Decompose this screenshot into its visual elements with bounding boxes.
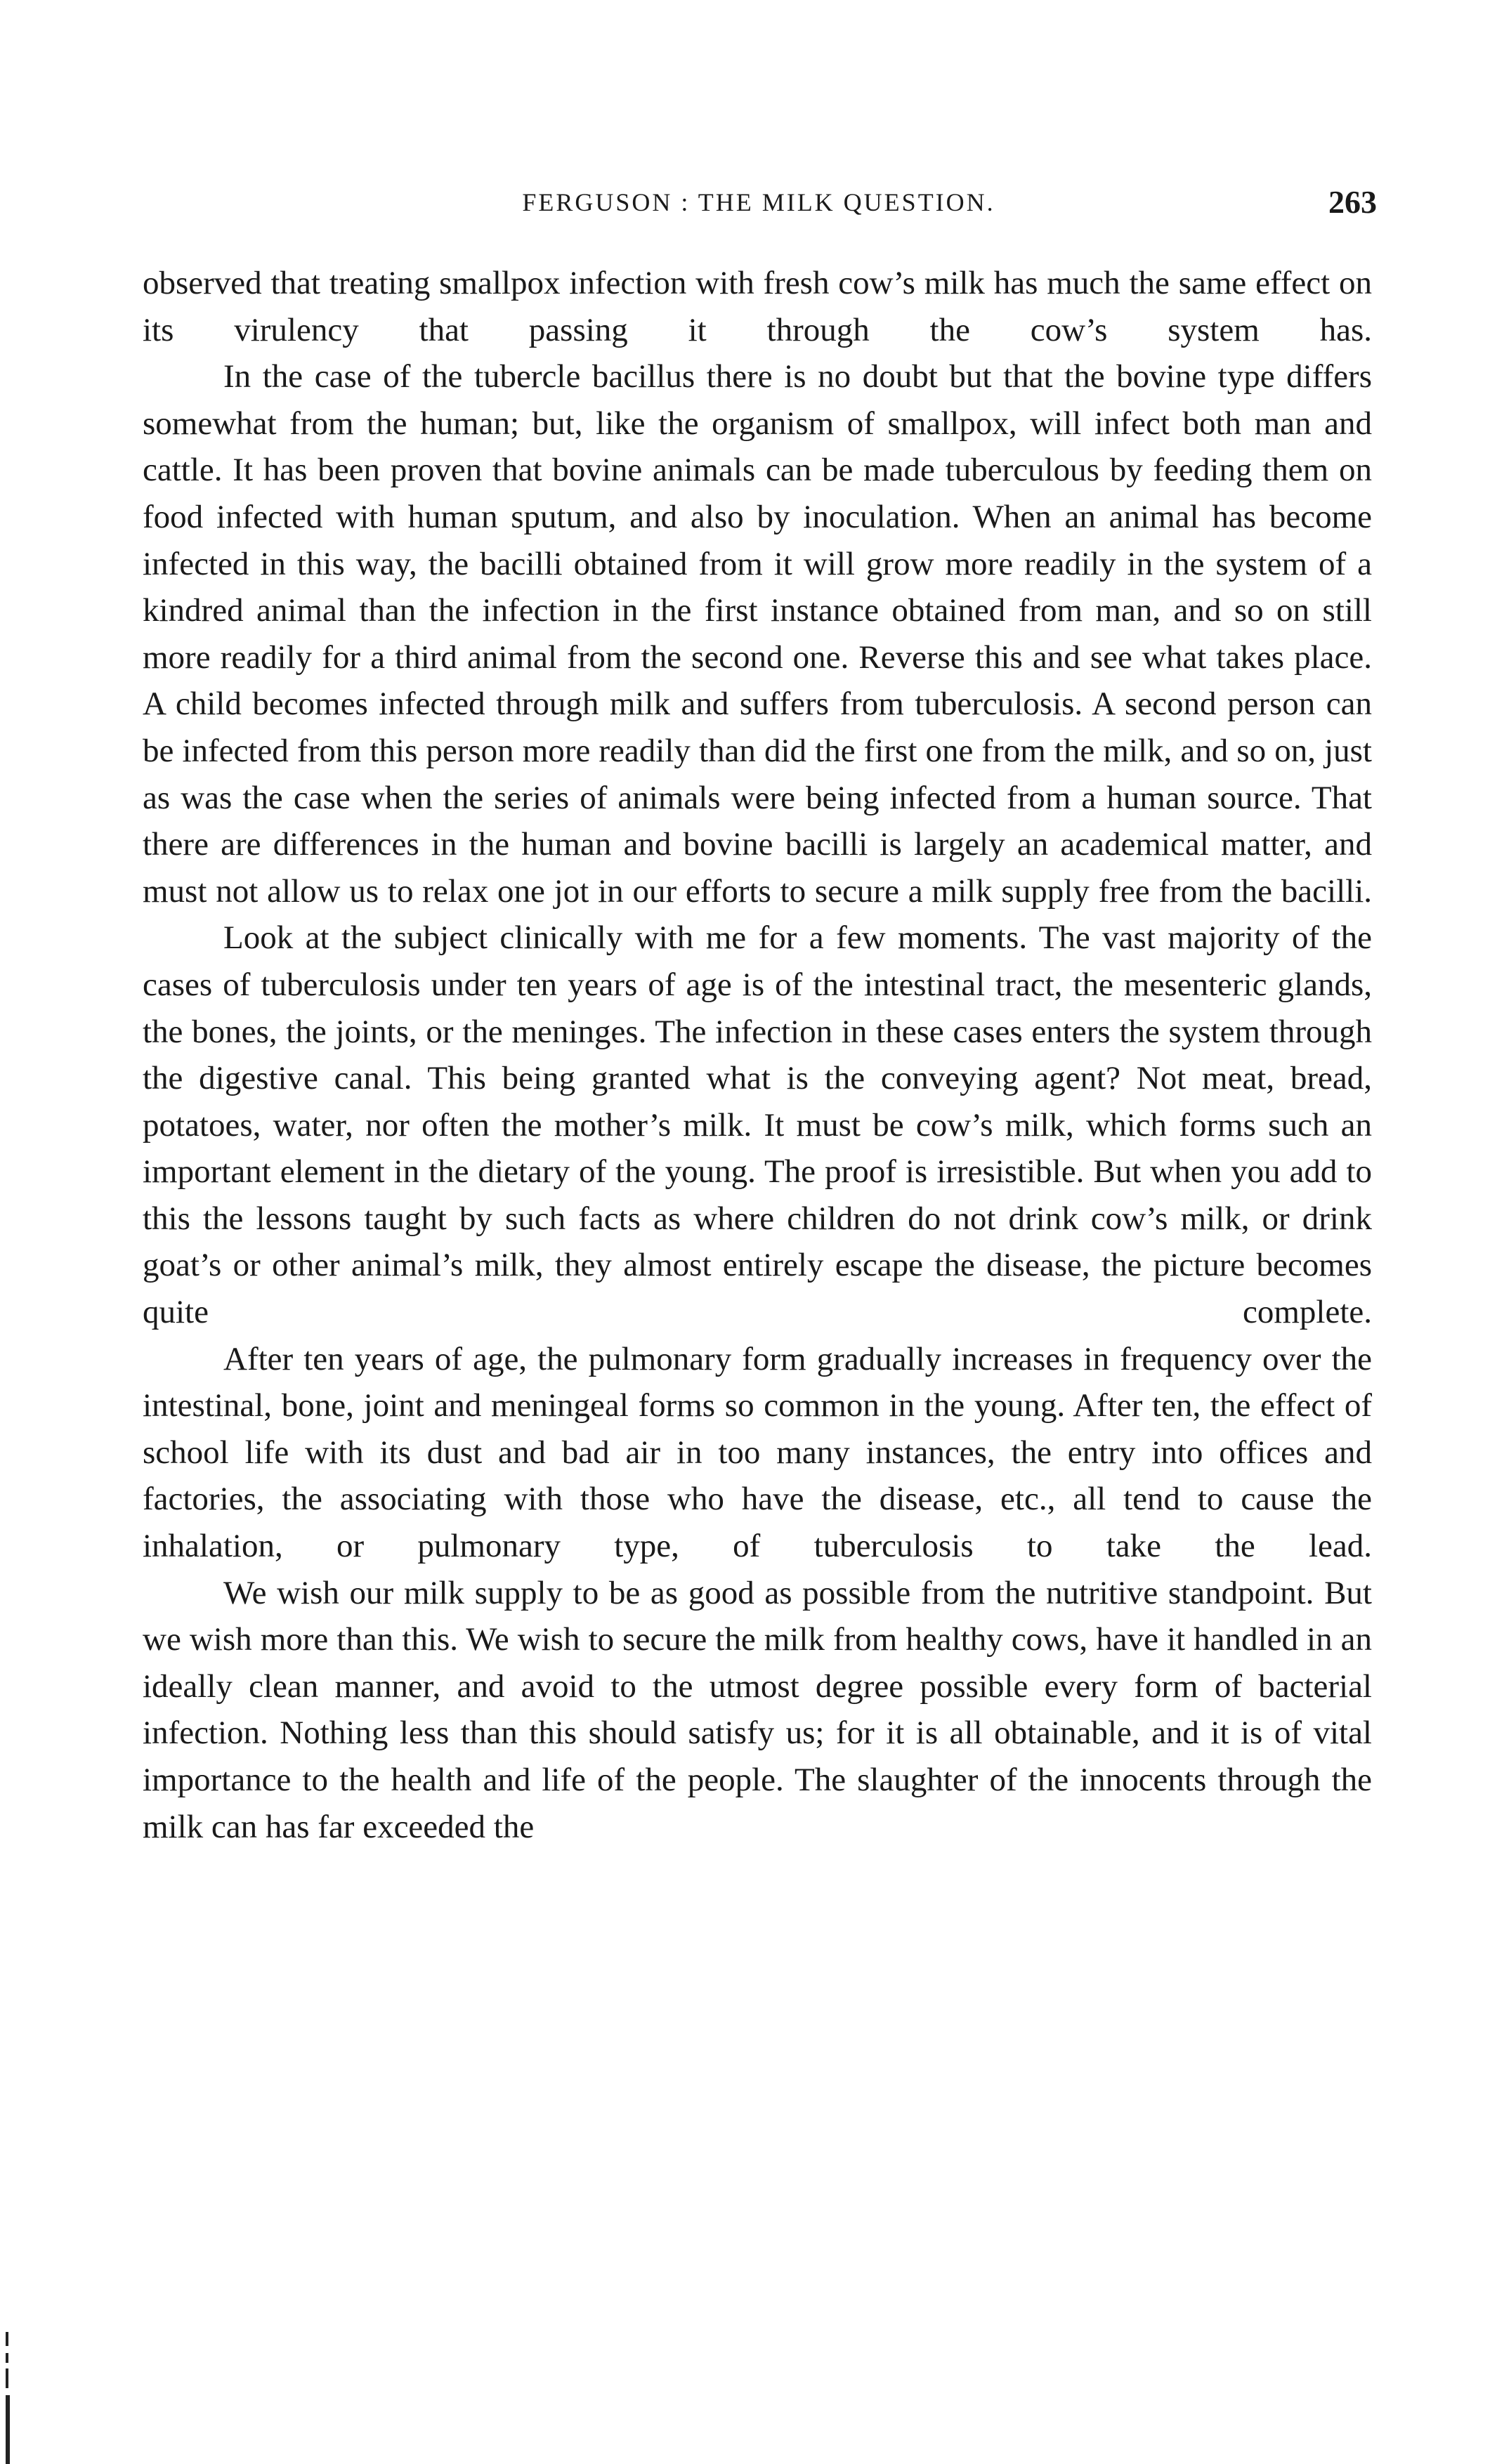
- paragraph-clinical: Look at the subject clinically with me for a few moments. The vast majority of the cases of tuberculosis under ten years of age is of the intestinal tract, the mesenteric glands, the bones, the joints, or the meninges. The infection in these cases enters the system through the digestive canal. This being granted what is the conveying agent? Not meat, bread, potatoes, water, nor often the mother’s milk. It must be cow’s milk, which forms such an important element in the dietary of the young. The proof is irresistible. But when you add to this the lessons taught by such facts as where children do not drink cow’s milk, or drink goat’s or other animal’s milk, they almost entirely escape the disease, the picture becomes quite complete.: [143, 919, 1372, 1331]
- paragraph-milk-supply: We wish our milk supply to be as good as possible from the nutritive standpoint. But we wish more than this. We wish to secure the milk from healthy cows, have it handled in an ideally clean manner, and avoid to the utmost degree possible every form of bacterial infection. Nothing less than this should satisfy us; for it is all obtainable, and it is of vital importance to the health and life of the people. The slaughter of the innocents through the milk can has far exceeded the: [143, 1574, 1372, 1845]
- paragraph-tubercle-bacillus: In the case of the tubercle bacillus there is no doubt but that the bovine type differs somewhat from the human; but, like the organism of smallpox, will infect both man and cattle. It has been proven that bovine animals can be made tuberculous by feeding them on food infected with human sputum, and also by inoculation. When an animal has become infected in this way, the bacilli obtained from it will grow more readily in the system of a kindred animal than the infection in the first instance obtained from man, and so on still more readily for a third animal from the second one. Reverse this and see what takes place. A child becomes infected through milk and suffers from tuberculosis. A second person can be infected from this person more readily than did the first one from the milk, and so on, just as was the case when the series of animals were being infected from a human source. That there are differences in the human and bovine bacilli is largely an academical matter, and must not allow us to relax one jot in our efforts to secure a milk supply free from the bacilli.: [143, 358, 1372, 910]
- scan-margin-mark: [6, 2353, 8, 2363]
- paragraph-pulmonary: After ten years of age, the pulmonary form gradually increases in frequency over the intestinal, bone, joint and meningeal forms so common in the young. After ten, the effect of school life with its dust and bad air in too many instances, the entry into offices and factories, the associating with those who have the disease, etc., all tend to cause the inhalation, or pulmonary type, of tuberculosis to take the lead.: [143, 1340, 1372, 1565]
- running-header: [140, 181, 1377, 223]
- scan-margin-mark: [6, 2332, 8, 2346]
- running-title: FERGUSON : THE MILK QUESTION.: [522, 188, 995, 216]
- scan-margin-mark: [6, 2368, 8, 2388]
- body-text: [143, 260, 1372, 1850]
- scan-margin-mark: [6, 2395, 10, 2464]
- page-number: 263: [1328, 184, 1377, 220]
- paragraph-continuation: observed that treating smallpox infection with fresh cow’s milk has much the same effect on its virulency that passing it through the cow’s system has.: [143, 265, 1372, 348]
